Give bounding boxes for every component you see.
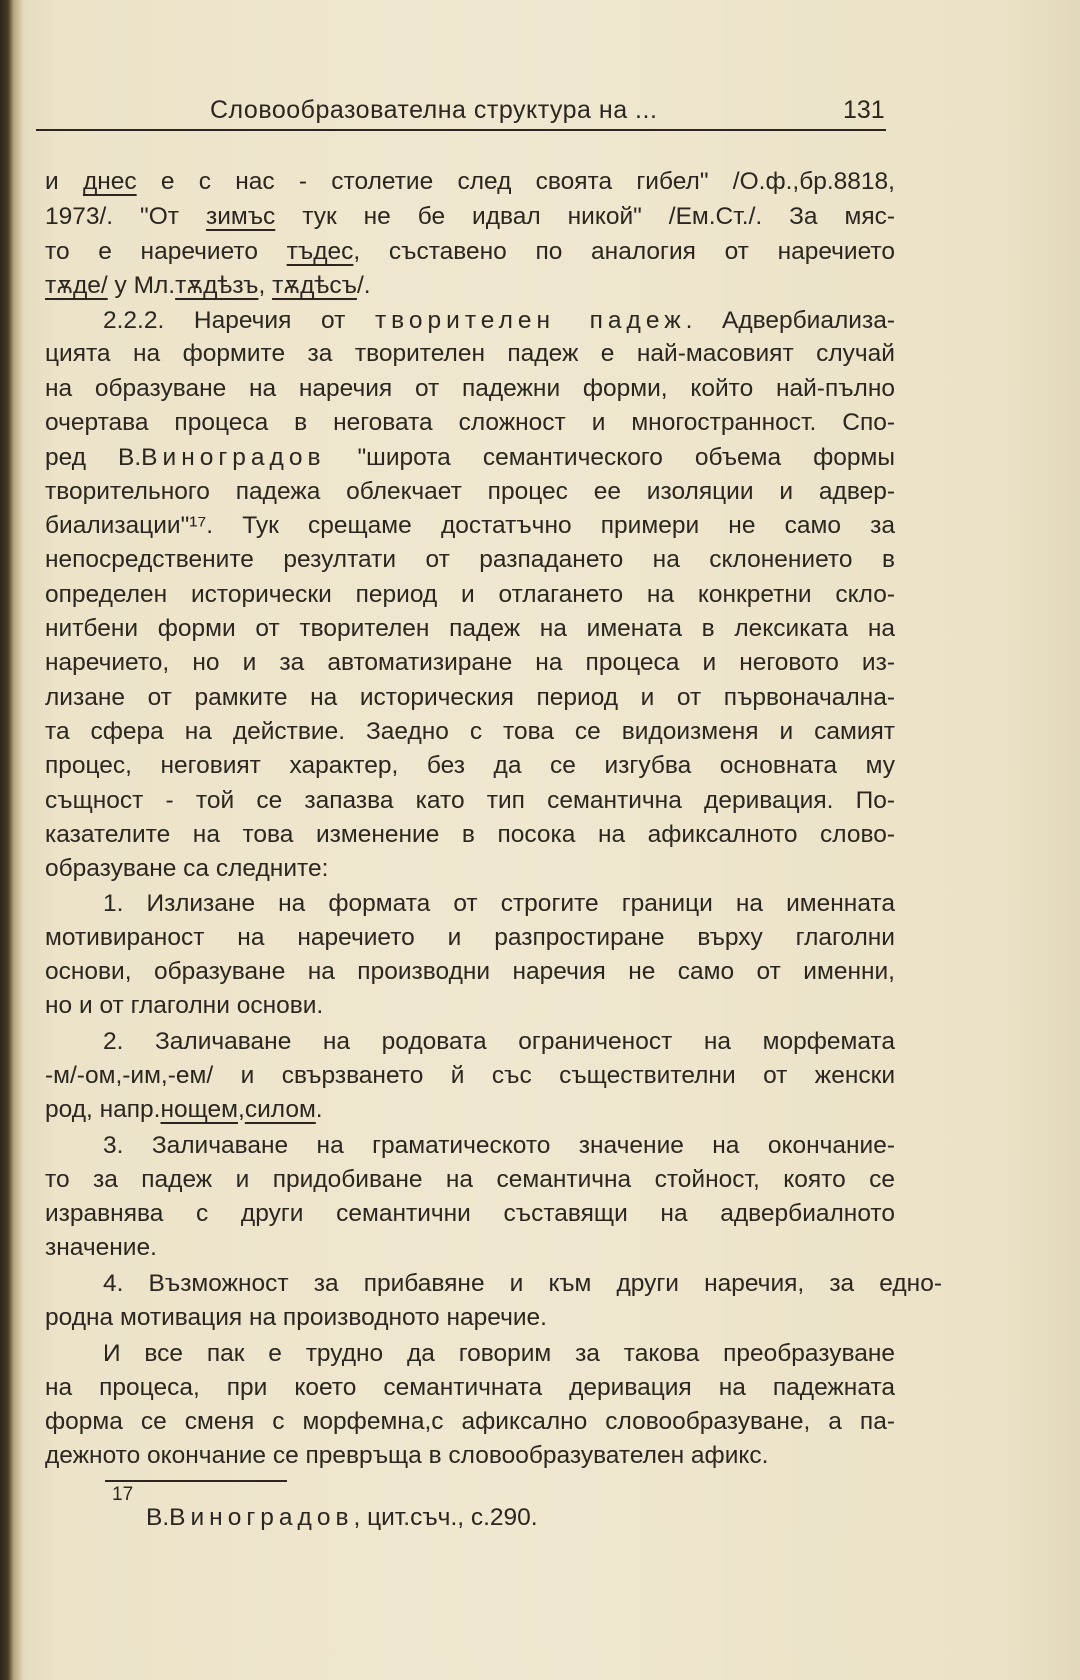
text-line: [45, 750, 895, 782]
text-line: [45, 853, 328, 885]
footnote-number: 17: [112, 1484, 134, 1505]
text-line: [45, 613, 895, 645]
text-segment: то за падеж и придобиване на семантична стойност, която се: [45, 1166, 895, 1193]
text-line: [45, 510, 895, 542]
text-line: [45, 407, 895, 439]
footnote-text: [146, 1504, 538, 1532]
text-segment: и: [45, 168, 83, 195]
underlined-example: тѫдѣзъ: [175, 272, 259, 299]
text-segment: "широта семантического объема формы: [325, 444, 895, 471]
text-segment: основи, образуване на производни наречия не само от именни,: [45, 958, 895, 985]
text-line: [103, 888, 895, 920]
page-number: 131: [843, 96, 885, 124]
text-segment: у Мл.: [107, 272, 176, 299]
text-line: [45, 236, 895, 268]
header-rule: [36, 129, 886, 131]
text-segment: 4. Възможност за прибавяне и към други наречия, за едно-: [103, 1270, 942, 1297]
text-segment: на процеса, при което семантичната деривация на падежната: [45, 1374, 895, 1401]
text-segment: творительного падежа облекчает процес ее изоляции и адвер-: [45, 478, 895, 505]
text-segment: 2.2.2. Наречия от: [103, 307, 375, 334]
spaced-emphasis: Виноградов: [141, 444, 326, 471]
underlined-example: зимъс: [205, 203, 276, 230]
text-segment: род, напр.: [45, 1096, 161, 1123]
text-segment: 1973/. "От: [45, 203, 206, 230]
text-line: [45, 1198, 895, 1230]
underlined-example: нощем: [160, 1096, 238, 1123]
text-line: [45, 956, 895, 988]
text-segment: мотивираност на наречието и разпростиране върху глаголни: [45, 924, 895, 951]
text-segment: биализации"¹⁷. Тук срещаме достатъчно примери не само за: [45, 512, 895, 539]
text-line: [45, 1232, 157, 1264]
text-line: [45, 579, 895, 611]
spaced-emphasis: творителен падеж: [374, 307, 686, 334]
text-segment: ,: [258, 272, 273, 299]
underlined-example: днес: [82, 168, 137, 195]
text-segment: 2. Заличаване на родовата ограниченост на морфемата: [103, 1028, 895, 1055]
text-segment: 3. Заличаване на граматическото значение на окончание-: [103, 1132, 895, 1159]
text-segment: та сфера на действие. Заедно с това се видоизменя и самият: [45, 718, 895, 745]
text-segment: процес, неговият характер, без да се изгубва основната му: [45, 752, 895, 779]
text-line: [45, 1406, 895, 1438]
underlined-example: тѫде/: [45, 272, 108, 299]
text-line: [45, 476, 895, 508]
text-segment: ,: [238, 1096, 245, 1123]
text-segment: нитбени форми от творителен падеж на имената в лексиката на: [45, 615, 895, 642]
text-segment: е с нас - столетие след своята гибел" /О.ф.,бр.8818,: [136, 168, 895, 195]
text-segment: , съставено по аналогия от наречието: [353, 238, 895, 265]
text-segment: наречието, но и за автоматизиране на процеса и неговото из-: [45, 649, 895, 676]
text-line: [45, 373, 895, 405]
text-segment: дежното окончание се превръща в словообразувателен афикс.: [45, 1442, 769, 1469]
text-segment: образуване са следните:: [45, 855, 329, 882]
text-line: [45, 1372, 895, 1404]
text-segment: значение.: [45, 1234, 157, 1261]
text-segment: изравнява с други семантични съставящи на адвербиалното: [45, 1200, 895, 1227]
text-segment: ред В.: [45, 444, 142, 471]
text-segment: казателите на това изменение в посока на афиксалното слово-: [45, 821, 895, 848]
text-line: [45, 201, 895, 233]
text-line: [45, 1302, 547, 1334]
text-line: [45, 922, 895, 954]
text-line: [45, 442, 895, 474]
underlined-example: тъдес: [286, 238, 354, 265]
text-segment: непосредствените резултати от разпадането на склонението в: [45, 546, 895, 573]
text-line: [45, 544, 895, 576]
footnote-rule: [105, 1480, 287, 1482]
text-line: [45, 785, 895, 817]
text-line: [45, 270, 371, 302]
footnote-author: Виноградов: [169, 1504, 354, 1531]
text-line: [45, 682, 895, 714]
text-segment: същност - той се запазва като тип семантична деривация. По-: [45, 787, 895, 814]
text-line: [103, 1026, 895, 1058]
text-segment: тук не бе идвал никой" /Ем.Ст./. За мяс-: [275, 203, 895, 230]
text-line: [45, 1164, 895, 1196]
running-header: Словообразователна структура на ...: [210, 96, 658, 124]
text-segment: .: [315, 1096, 323, 1123]
text-segment: определен исторически период и отлагането на конкретни скло-: [45, 581, 895, 608]
text-segment: 1. Излизане на формата от строгите граници на именната: [103, 890, 895, 917]
text-line: [45, 1094, 323, 1126]
underlined-example: силом: [244, 1096, 316, 1123]
text-segment: очертава процеса в неговата сложност и многостранност. Спо-: [45, 409, 895, 436]
text-line: [45, 716, 895, 748]
footnote-suffix: , цит.съч., с.290.: [353, 1504, 538, 1531]
text-line: [45, 819, 895, 851]
text-segment: на образуване на наречия от падежни форми, който най-пълно: [45, 375, 895, 402]
text-segment: цията на формите за творителен падеж е най-масовият случай: [45, 340, 895, 367]
underlined-example: тѫдѣсъ: [272, 272, 357, 299]
footnote-prefix: В.: [146, 1504, 170, 1531]
text-segment: но и от глаголни основи.: [45, 992, 324, 1019]
text-line: [103, 1338, 895, 1370]
text-line: [45, 1060, 895, 1092]
text-line: [103, 1130, 895, 1162]
text-line: [45, 990, 323, 1022]
text-line: [45, 1440, 768, 1472]
text-segment: родна мотивация на производното наречие.: [45, 1304, 547, 1331]
text-line: [103, 1268, 942, 1300]
text-segment: то е наречието: [45, 238, 287, 265]
text-segment: лизане от рамките на историческия период и от първоначална-: [45, 684, 895, 711]
text-segment: И все пак е трудно да говорим за такова преобразуване: [103, 1340, 895, 1367]
text-segment: /.: [356, 272, 371, 299]
text-line: [45, 647, 895, 679]
text-segment: -м/-ом,-им,-ем/ и свързването й със съществителни от женски: [45, 1062, 895, 1089]
text-segment: . Адвербиализа-: [685, 307, 895, 334]
text-line: [103, 305, 895, 337]
text-line: [45, 338, 895, 370]
text-segment: форма се сменя с морфемна,с афиксално словообразуване, а па-: [45, 1408, 895, 1435]
text-line: [45, 166, 895, 198]
